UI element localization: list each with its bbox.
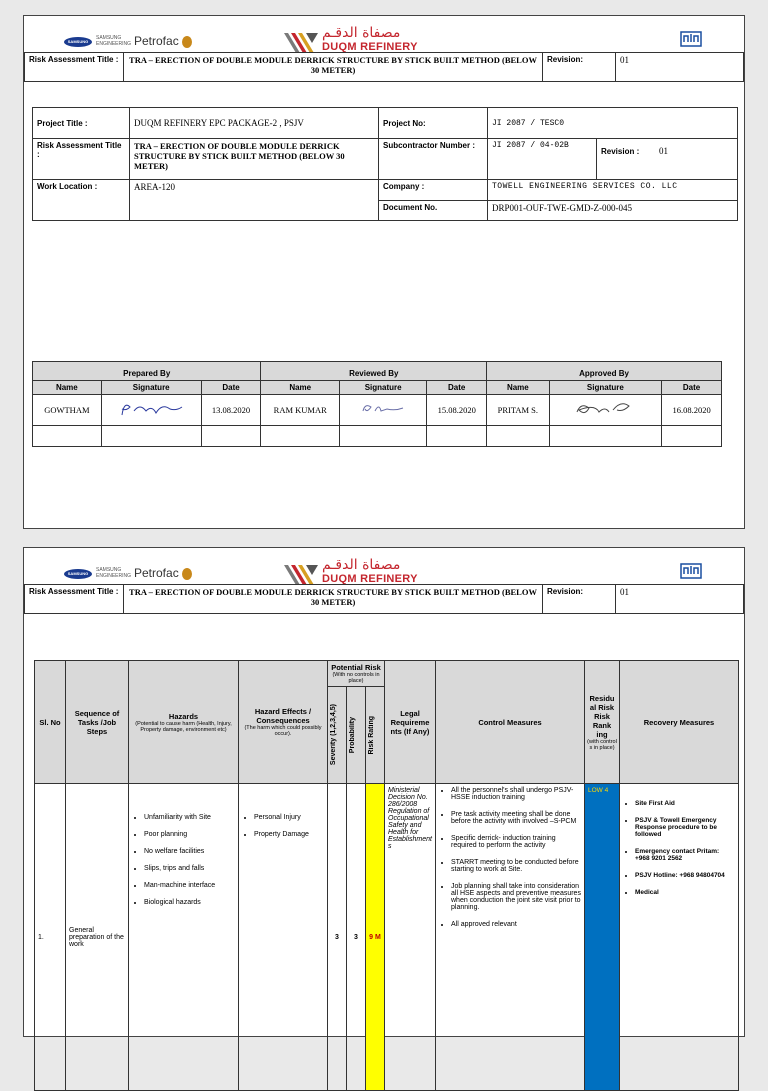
list-item: • Personal Injury [254,814,324,821]
prepared-signature-icon [116,399,186,419]
approved-signature-icon [565,398,645,420]
reviewed-signature [340,395,427,426]
probability-label: Probability [349,716,356,754]
ra-title-label-2: Risk Assessment Title : [33,139,130,180]
severity-label: Severity (1,2,3,4,5) [330,704,337,766]
samsung-logo: SAMSUNG [64,569,92,579]
list-item: • Pre task activity meeting shall be done before the activity with involved –S-PCM [451,811,581,825]
approved-by-header: Approved By [487,362,722,381]
title-table [24,52,744,82]
reviewed-name-col: Name [261,381,340,395]
document-page-2 [23,547,745,1037]
duqm-arabic-name: مصفاة الدقـم [322,557,401,573]
row-risk-rating: 9 M [366,784,385,1091]
row-severity: 3 [328,784,347,1091]
list-item: • Job planning shall take into consideration all HSE aspects and preventive measures when conduction the joint site visit prior to planning. [451,883,581,911]
duqm-english-name: DUQM REFINERY [322,573,418,585]
row-controls [436,784,585,1091]
potential-risk-title: Potential Risk [331,663,381,672]
prepared-signature-col: Signature [101,381,201,395]
empty-cell [101,426,201,447]
prepared-name: GOWTHAM [33,395,102,426]
risk-rating-header [366,687,385,784]
ra-title-label: Risk Assessment Title : [25,585,124,614]
subcontractor-label: Subcontractor Number : [379,139,488,180]
revision-value-2: 01 [659,146,668,156]
company-label: Company : [379,180,488,201]
work-location-value: AREA-120 [130,180,379,221]
sequence-header: Sequence of Tasks /Job Steps [66,661,129,784]
revision-value: 01 [616,53,744,82]
potential-risk-subtitle: (With no controls in place) [332,672,380,684]
table-row [35,784,739,1091]
revision-cell [597,139,738,180]
work-location-label: Work Location : [33,180,130,221]
potential-risk-header [328,661,385,687]
project-info-table [32,107,738,221]
hazards-list [132,814,235,906]
document-no-value: DRP001-OUF-TWE-GMD-Z-000-045 [488,200,738,221]
prepared-by-header: Prepared By [33,362,261,381]
reviewed-by-header: Reviewed By [261,362,487,381]
empty-cell [487,426,550,447]
revision-label: Revision: [543,53,616,82]
reviewed-date: 15.08.2020 [427,395,487,426]
approved-name-col: Name [487,381,550,395]
ra-title-label: Risk Assessment Title : [25,53,124,82]
empty-cell [261,426,340,447]
row-hazards [129,784,239,1091]
row-sequence: General preparation of the work [66,784,129,1091]
empty-cell [33,426,102,447]
project-title-label: Project Title : [33,108,130,139]
project-no-value: JI 2087 / TESC0 [488,108,738,139]
recovery-list [623,800,735,896]
list-item: • Poor planning [144,831,235,838]
duqm-arabic-name: مصفاة الدقـم [322,25,401,41]
row-legal: Ministerial Decision No. 286/2008 Regulation of Occupational Safety and Health for Establishment s [385,784,436,1091]
company-value: TOWELL ENGINEERING SERVICES CO. LLC [488,180,738,201]
list-item: • Site First Aid [635,800,735,807]
approved-date-col: Date [662,381,722,395]
recovery-header: Recovery Measures [620,661,739,784]
revision-value: 01 [616,585,744,614]
reviewed-signature-col: Signature [340,381,427,395]
approved-signature-col: Signature [549,381,662,395]
approved-signature [549,395,662,426]
hazards-subtitle: (Potential to cause harm (Health, Injury, Property damage, environment etc) [135,720,232,733]
subcontractor-value: JI 2087 / 04-02B [488,139,597,180]
duqm-refinery-logo [282,559,442,587]
row-residual: LOW 4 [585,784,620,1091]
revision-label-2: Revision : [601,147,640,156]
effects-list [242,814,324,838]
residual-risk-title: Residu al Risk Risk Rank ing [589,693,615,739]
project-no-label: Project No: [379,108,488,139]
list-item: • Emergency contact Pritam: +968 9201 2562 [635,848,735,862]
project-title-value: DUQM REFINERY EPC PACKAGE-2 , PSJV [130,108,379,139]
petrofac-drop-icon [182,36,192,48]
hazards-header [129,661,239,784]
list-item: • Slips, trips and falls [144,865,235,872]
petrofac-drop-icon [182,568,192,580]
list-item: • PSJV & Towell Emergency Response procedure to be followed [635,817,735,838]
prepared-signature [101,395,201,426]
prepared-date: 13.08.2020 [201,395,261,426]
ra-title-value: TRA – ERECTION OF DOUBLE MODULE DERRICK STRUCTURE BY STICK BUILT METHOD (BELOW 30 METER) [124,585,543,614]
petrofac-logo: Petrofac [134,34,192,48]
title-table [24,584,744,614]
document-no-label: Document No. [379,200,488,221]
probability-header [347,687,366,784]
list-item: • Man-machine interface [144,882,235,889]
petrofac-logo: Petrofac [134,566,192,580]
effects-subtitle: (The harm which could possibly occur). [244,725,322,737]
sl-no-header: Sl. No [35,661,66,784]
document-page-1 [23,15,745,529]
list-item: • Property Damage [254,831,324,838]
list-item: • All the personnel's shall undergo PSJV-HSSE induction training [451,787,581,801]
list-item: • STARRT meeting to be conducted before starting to work at Site. [451,859,581,873]
hazards-title: Hazards [168,711,199,721]
signature-table [32,361,722,447]
legal-header: Legal Requireme nts (If Any) [385,661,436,784]
approved-name: PRITAM S. [487,395,550,426]
list-item: • Unfamiliarity with Site [144,814,235,821]
effects-title: Hazard Effects / Consequences [254,707,312,725]
ra-title-value-2: TRA – ERECTION OF DOUBLE MODULE DERRICK STRUCTURE BY STICK BUILT METHOD (BELOW 30 METER) [130,139,379,180]
effects-header [239,661,328,784]
row-probability: 3 [347,784,366,1091]
risk-rating-label: Risk Rating [368,715,375,755]
samsung-engineering-text: SAMSUNG ENGINEERING [96,35,132,47]
row-sl-no: 1. [35,784,66,1091]
residual-risk-subtitle: (with control s in place) [587,738,617,751]
list-item: • PSJV Hotline: +968 94804704 [635,872,735,879]
row-recovery [620,784,739,1091]
row-effects [239,784,328,1091]
severity-header [328,687,347,784]
approved-date: 16.08.2020 [662,395,722,426]
list-item: • Specific derrick- induction training required to perform the activity [451,835,581,849]
samsung-engineering-text: SAMSUNG ENGINEERING [96,567,132,579]
list-item: • No welfare facilities [144,848,235,855]
prepared-name-col: Name [33,381,102,395]
duqm-english-name: DUQM REFINERY [322,41,418,53]
reviewed-date-col: Date [427,381,487,395]
list-item: • Medical [635,889,735,896]
reviewed-name: RAM KUMAR [261,395,340,426]
prepared-date-col: Date [201,381,261,395]
ra-title-value: TRA – ERECTION OF DOUBLE MODULE DERRICK STRUCTURE BY STICK BUILT METHOD (BELOW 30 METER) [124,53,543,82]
reviewed-signature-icon [353,399,413,419]
empty-cell [549,426,662,447]
samsung-logo: SAMSUNG [64,37,92,47]
residual-risk-header [585,661,620,784]
list-item: • All approved relevant [451,921,581,928]
risk-assessment-table [34,660,739,1091]
empty-cell [427,426,487,447]
client-emblem-icon [680,562,702,580]
empty-cell [340,426,427,447]
control-measures-header: Control Measures [436,661,585,784]
client-emblem-icon [680,30,702,48]
empty-cell [662,426,722,447]
duqm-refinery-logo [282,27,442,55]
list-item: • Biological hazards [144,899,235,906]
controls-list [439,787,581,928]
empty-cell [201,426,261,447]
revision-label: Revision: [543,585,616,614]
